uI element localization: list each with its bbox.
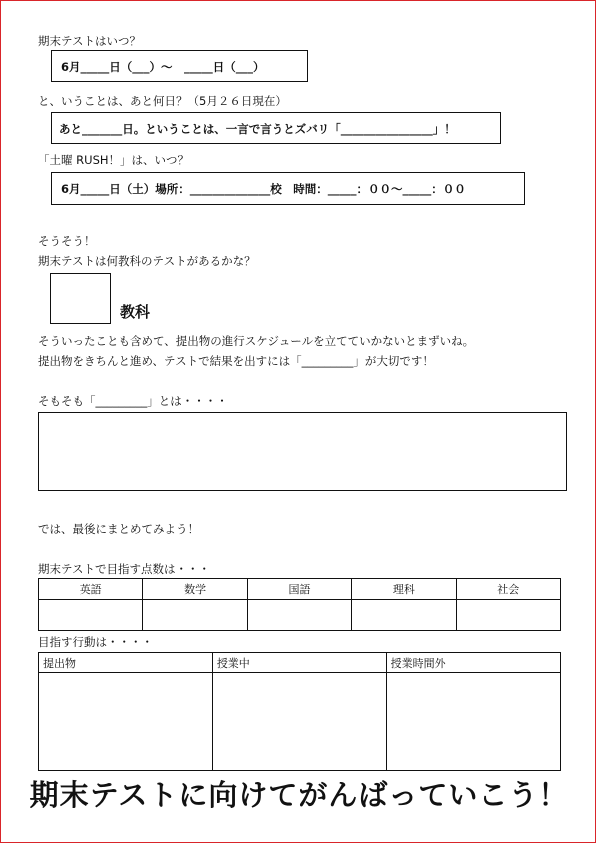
q3-answer-box[interactable] <box>51 172 525 205</box>
q1-answer-text: 6月_____日（___）～ _____日（___） <box>61 60 265 74</box>
q4-line2: 期末テストは何教科のテストがあるかな？ <box>38 254 256 268</box>
summary-intro: では、最後にまとめてみよう！ <box>38 522 199 536</box>
q3-label: 「土曜 RUSH！」は、いつ？ <box>38 153 190 167</box>
subject-japanese: 国語 <box>247 579 351 600</box>
subject-social: 社会 <box>456 579 560 600</box>
score-cell-science[interactable] <box>352 600 456 631</box>
score-cell-english[interactable] <box>39 600 143 631</box>
q2-label: と、いうことは、あと何日？（5月２６日現在） <box>38 94 287 108</box>
action-table <box>38 652 561 771</box>
action-outside-class: 授業時間外 <box>386 653 560 673</box>
q3-answer-text: 6月_____日（土）場所：______________校 時間：_____：００～_____：００ <box>61 182 466 196</box>
q2-answer-box[interactable] <box>51 112 501 144</box>
score-table <box>38 578 561 631</box>
q1-label: 期末テストはいつ？ <box>38 34 142 48</box>
action-label: 目指す行動は・・・・ <box>38 635 153 649</box>
q1-answer-box[interactable] <box>51 50 308 82</box>
note-line1: そういったことも含めて、提出物の進行スケジュールを立てていかないとまずいね。 <box>38 334 475 348</box>
subject-science: 理科 <box>352 579 456 600</box>
score-cell-social[interactable] <box>456 600 560 631</box>
action-submissions: 提出物 <box>39 653 213 673</box>
action-cell-submissions[interactable] <box>39 673 213 771</box>
score-header-row <box>39 579 561 600</box>
action-header-row <box>39 653 561 673</box>
subject-english: 英語 <box>39 579 143 600</box>
q5-label: そもそも「_________」とは・・・・ <box>38 394 228 408</box>
note-line2: 提出物をきちんと進め、テストで結果を出すには「_________」が大切です！ <box>38 354 434 368</box>
score-cell-math[interactable] <box>143 600 247 631</box>
subject-math: 数学 <box>143 579 247 600</box>
kyouka-label: 教科 <box>120 303 151 321</box>
action-cell-outside-class[interactable] <box>386 673 560 771</box>
score-label: 期末テストで目指す点数は・・・ <box>38 562 211 576</box>
action-cell-in-class[interactable] <box>212 673 386 771</box>
kyouka-count-box[interactable] <box>50 273 111 324</box>
score-input-row <box>39 600 561 631</box>
q5-answer-box[interactable] <box>38 412 567 491</box>
q4-line1: そうそう！ <box>38 234 96 248</box>
q2-answer-text: あと_______日。ということは、一言で言うとズバリ「________________」！ <box>59 122 456 136</box>
action-input-row <box>39 673 561 771</box>
closing-banner: 期末テストに向けてがんばっていこう！ <box>29 778 569 812</box>
action-in-class: 授業中 <box>212 653 386 673</box>
score-cell-japanese[interactable] <box>247 600 351 631</box>
